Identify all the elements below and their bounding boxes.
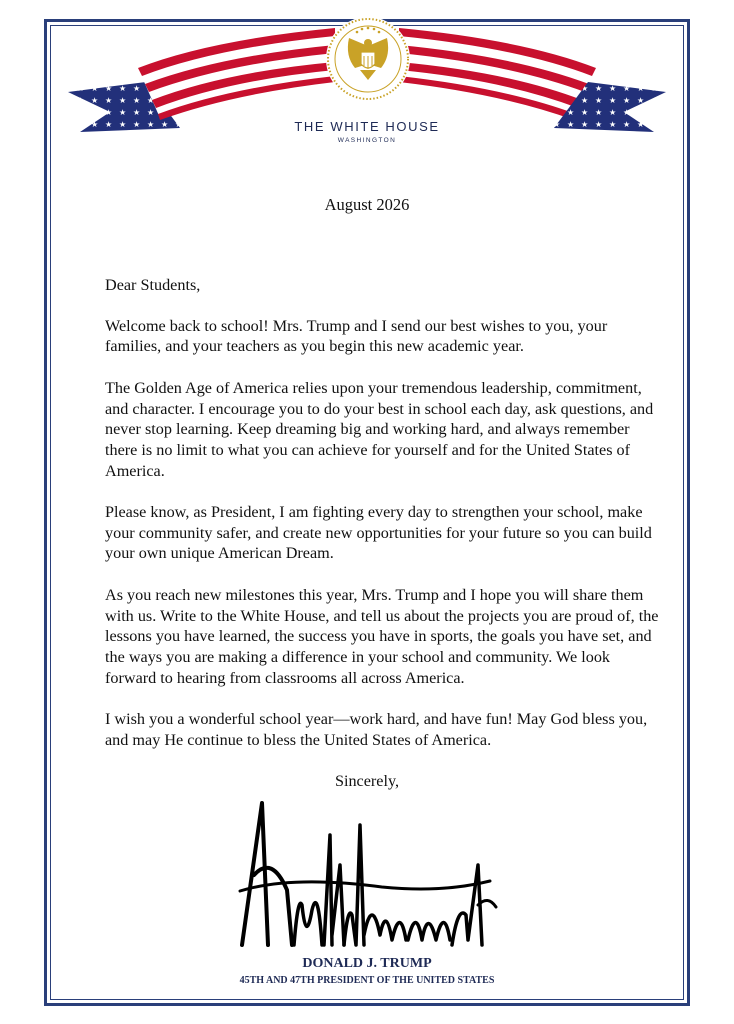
paragraph-3: Please know, as President, I am fighting every day to strengthen your school, make your community safer, and create new opportunities for your future so you can build your own unique American Dream. — [105, 503, 652, 563]
letterhead-subtitle: WASHINGTON — [337, 137, 397, 144]
signer-title: 45TH AND 47TH PRESIDENT OF THE UNITED STATES — [239, 975, 495, 986]
paragraph-4: As you reach new milestones this year, Mrs. Trump and I hope you will share them with us. Write to the White House, and tell us about the projects you are proud of, the lessons you have learned, the success you have in sports, the goals you have set, and the ways you are making a difference in your school and community. We look forward to hearing from classrooms all across America. — [105, 585, 659, 687]
paragraph-5: I wish you a wonderful school year—work hard, and have fun! May God bless you, and may He continue to bless the United States of America. — [105, 710, 648, 749]
letter-body — [105, 275, 665, 771]
paragraph-1: Welcome back to school! Mrs. Trump and I send our best wishes to you, your families, and your teachers as you begin this new academic year. — [105, 316, 608, 356]
salutation: Dear Students, — [105, 276, 201, 294]
paragraph-2: The Golden Age of America relies upon your tremendous leadership, commitment, and character. I encourage you to do your best in school each day, ask questions, and never stop learning. Keep dreaming big and working hard, and always remember there is no limit to what you can achieve for yourself and for the United States of America. — [105, 378, 654, 480]
letter-date: August 2026 — [324, 195, 410, 214]
signature-icon — [232, 795, 502, 955]
presidential-seal-icon — [325, 16, 411, 102]
signer-name: DONALD J. TRUMP — [302, 956, 432, 971]
letterhead-title: THE WHITE HOUSE — [294, 119, 440, 134]
closing: Sincerely, — [334, 772, 400, 790]
